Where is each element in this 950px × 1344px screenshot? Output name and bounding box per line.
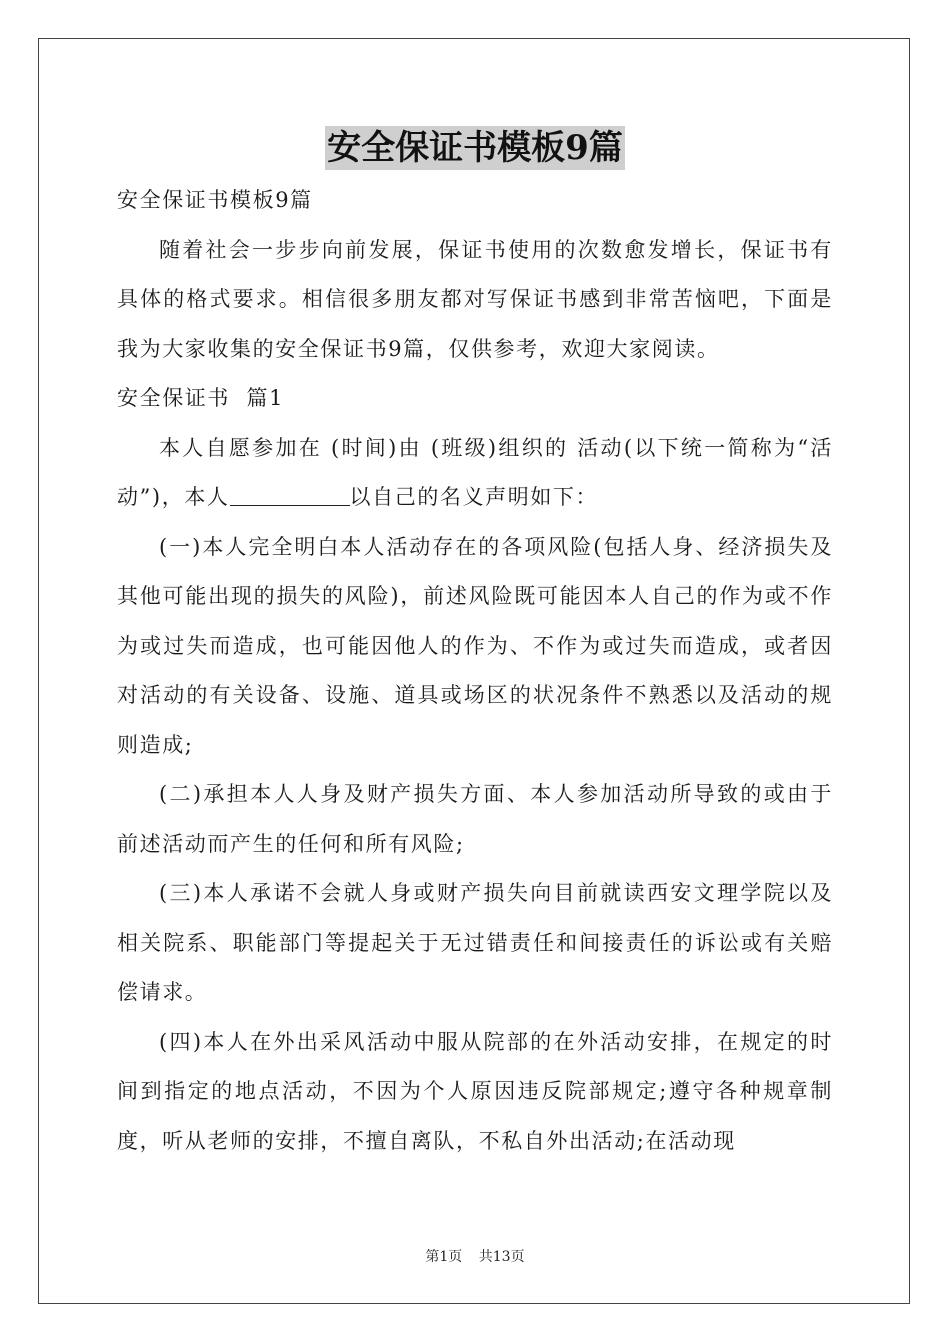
declaration-paragraph [117, 424, 833, 523]
page-total: 共13页 [478, 1249, 525, 1265]
clause-2-paragraph: (二)承担本人人身及财产损失方面、本人参加活动所导致的或由于前述活动而产生的任何和所有风险; [117, 782, 833, 856]
declaration-text-end: 以自己的名义声明如下： [349, 485, 599, 509]
intro-paragraph: 随着社会一步步向前发展，保证书使用的次数愈发增长，保证书有具体的格式要求。相信很多朋友都对写保证书感到非常苦恼吧，下面是我为大家收集的安全保证书9篇，仅供参考，欢迎大家阅读。 [117, 237, 833, 361]
document-subtitle: 安全保证书模板9篇 [117, 188, 313, 212]
clause-4-paragraph: (四)本人在外出采风活动中服从院部的在外活动安排，在规定的时间到指定的地点活动，不因为个人原因违反院部规定;遵守各种规章制度，听从老师的安排，不擅自离队，不私自外出活动;在活动现 [117, 1029, 833, 1153]
section-heading: 安全保证书 篇1 [117, 386, 285, 410]
document-body [117, 176, 833, 1166]
clause-1-paragraph: (一)本人完全明白本人活动存在的各项风险(包括人身、经济损失及其他可能出现的损失的风险)，前述风险既可能因本人自己的作为或不作为或过失而造成，也可能因他人的作为、不作为或过失而造成，或者因对活动的有关设备、设施、道具或场区的状况条件不熟悉以及活动的规则造成; [117, 534, 833, 757]
document-title: 安全保证书模板9篇 [327, 128, 623, 168]
title-container [0, 126, 950, 170]
clause-3-paragraph: (三)本人承诺不会就人身或财产损失向目前就读西安文理学院以及相关院系、职能部门等提起关于无过错责任和间接责任的诉讼或有关赔偿请求。 [117, 881, 833, 1004]
name-blank-line [230, 484, 350, 506]
page-number: 第1页 [425, 1249, 463, 1265]
page-footer [0, 1246, 950, 1266]
declaration-text-start: 本人自愿参加在 (时间)由 (班级)组织的 活动(以下统一简称为“活动”)，本人 [117, 435, 833, 509]
